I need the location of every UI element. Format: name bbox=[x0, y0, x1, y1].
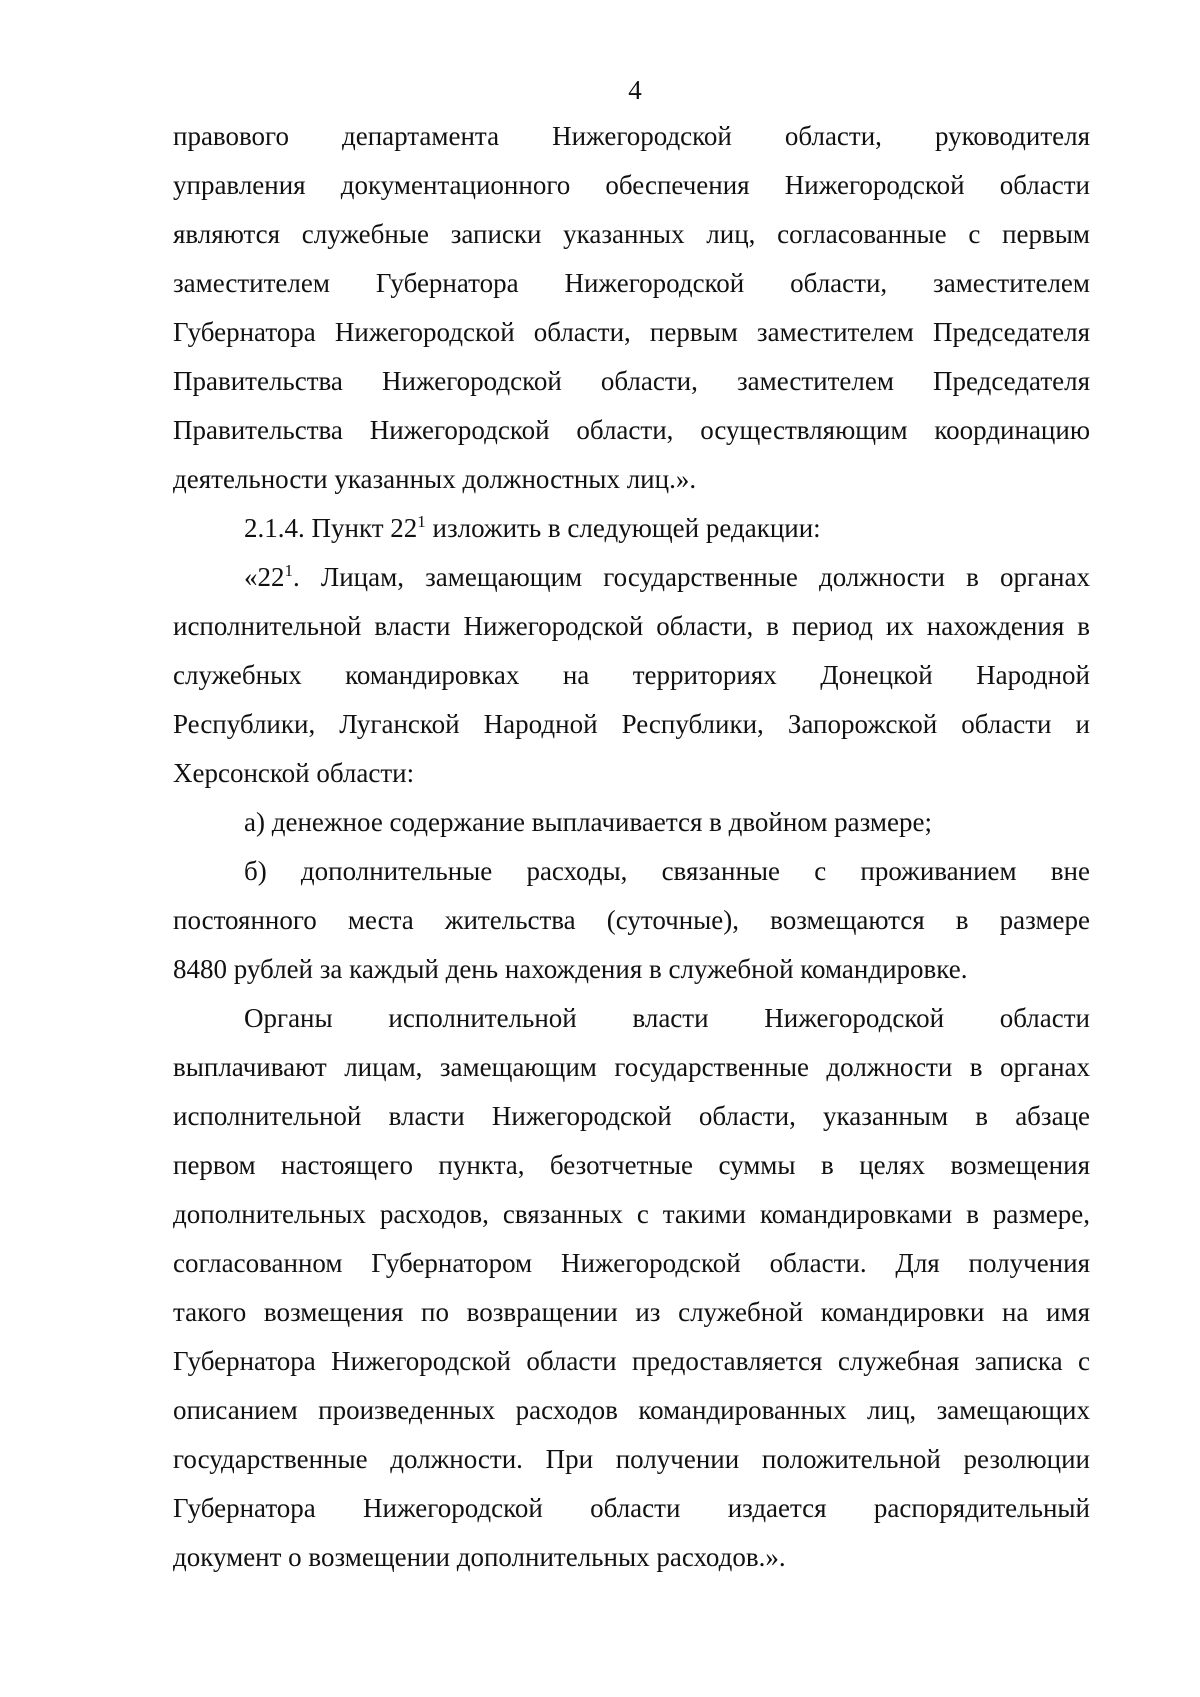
text-line: б) дополнительные расходы, связанные с проживанием вне bbox=[244, 856, 1090, 886]
text-line: постоянного места жительства (суточные), возмещаются в размере bbox=[173, 905, 1090, 935]
text-line: 8480 рублей за каждый день нахождения в служебной командировке. bbox=[173, 954, 968, 984]
text-line: являются служебные записки указанных лиц, согласованные с первым bbox=[173, 219, 1090, 249]
paragraph-item-22-1 bbox=[173, 553, 1090, 798]
text-line: исполнительной власти Нижегородской области, в период их нахождения в bbox=[173, 611, 1090, 641]
text-line: исполнительной власти Нижегородской области, указанным в абзаце bbox=[173, 1101, 1090, 1131]
item-2-1-4-after: изложить в следующей редакции: bbox=[425, 513, 821, 543]
text-line: документ о возмещении дополнительных расходов.». bbox=[173, 1542, 786, 1572]
text-line bbox=[173, 504, 1090, 553]
text-line: Губернатора Нижегородской области предоставляется служебная записка с bbox=[173, 1346, 1090, 1376]
text-line: а) денежное содержание выплачивается в двойном размере; bbox=[244, 807, 932, 837]
item-22-1-rest: . Лицам, замещающим государственные должности в органах bbox=[293, 562, 1090, 592]
item-2-1-4-before: 2.1.4. Пункт 22 bbox=[244, 513, 418, 543]
superscript: 1 bbox=[284, 561, 293, 580]
text-line: государственные должности. При получении положительной резолюции bbox=[173, 1444, 1090, 1474]
text-line: служебных командировках на территориях Донецкой Народной bbox=[173, 660, 1090, 690]
text-line: Правительства Нижегородской области, осуществляющим координацию bbox=[173, 415, 1090, 445]
paragraph-item-a bbox=[173, 798, 1090, 847]
text-line: согласованном Губернатором Нижегородской области. Для получения bbox=[173, 1248, 1090, 1278]
text-line: деятельности указанных должностных лиц.». bbox=[173, 464, 697, 494]
superscript: 1 bbox=[417, 512, 426, 531]
text-line: управления документационного обеспечения Нижегородской области bbox=[173, 170, 1090, 200]
paragraph-item-b bbox=[173, 847, 1090, 994]
text-line: Губернатора Нижегородской области, первым заместителем Председателя bbox=[173, 317, 1090, 347]
text-line: дополнительных расходов, связанных с такими командировками в размере, bbox=[173, 1199, 1090, 1229]
text-line: Республики, Луганской Народной Республики, Запорожской области и bbox=[173, 709, 1090, 739]
text-line bbox=[173, 553, 1090, 602]
text-line: правового департамента Нижегородской области, руководителя bbox=[173, 121, 1090, 151]
text-line: Правительства Нижегородской области, заместителем Председателя bbox=[173, 366, 1090, 396]
text-line: заместителем Губернатора Нижегородской области, заместителем bbox=[173, 268, 1090, 298]
paragraph-organs bbox=[173, 994, 1090, 1582]
document-body bbox=[173, 112, 1090, 1582]
text-line: выплачивают лицам, замещающим государственные должности в органах bbox=[173, 1052, 1090, 1082]
item-22-1-open: «22 bbox=[244, 562, 285, 592]
text-line: описанием произведенных расходов командированных лиц, замещающих bbox=[173, 1395, 1090, 1425]
text-line: такого возмещения по возвращении из служебной командировки на имя bbox=[173, 1297, 1090, 1327]
text-line: Херсонской области: bbox=[173, 758, 415, 788]
text-line: Органы исполнительной власти Нижегородской области bbox=[244, 1003, 1090, 1033]
paragraph-continuation bbox=[173, 112, 1090, 504]
text-line: первом настоящего пункта, безотчетные суммы в целях возмещения bbox=[173, 1150, 1090, 1180]
page-number: 4 bbox=[628, 75, 642, 105]
text-line: Губернатора Нижегородской области издается распорядительный bbox=[173, 1493, 1090, 1523]
paragraph-item-2-1-4 bbox=[173, 504, 1090, 553]
